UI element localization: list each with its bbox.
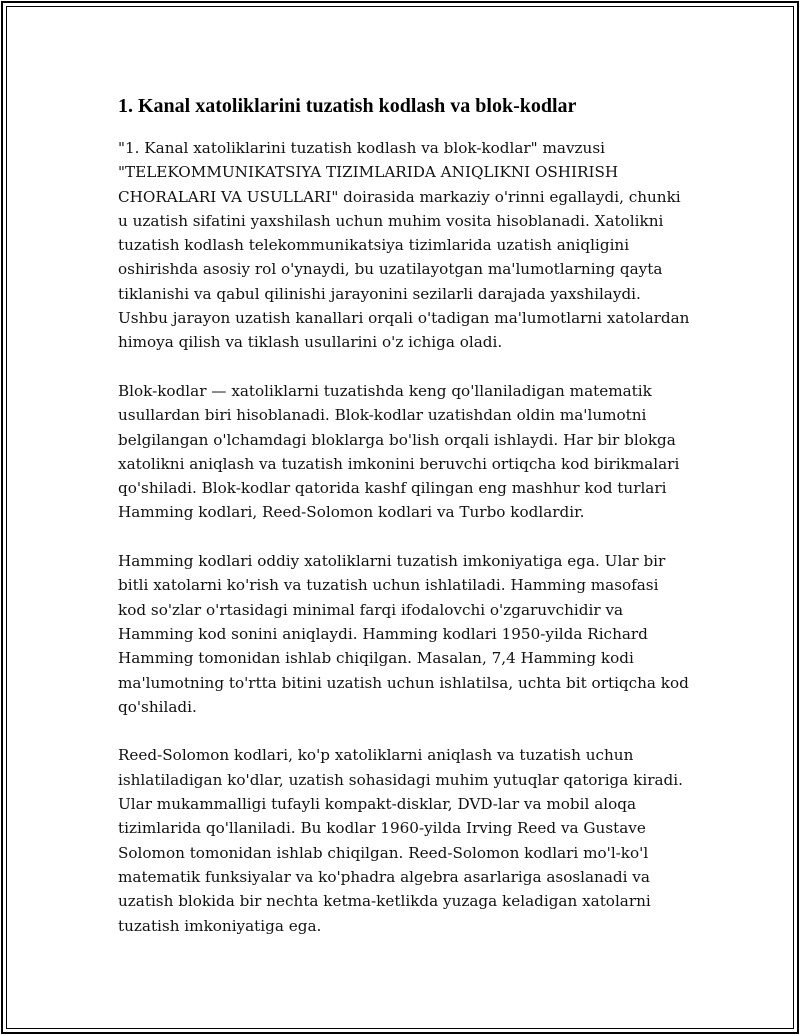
paragraph-hamming: Hamming kodlari oddiy xatoliklarni tuzatish imkoniyatiga ega. Ular bir bitli xatolarni ko'rish va tuzatish uchun ishlatiladi. Hamming masofasi kod so'zlar o'rtasidagi minimal farqi ifodalovchi o'zgaruvchidir va Hamming kod sonini aniqlaydi. Hamming kodlari 1950-yilda Richard Hamming tomonidan ishlab chiqilgan. Masalan, 7,4 Hamming kodi ma'lumotning to'rtta bitini uzatish uchun ishlatilsa, uchta bit ortiqcha kod qo'shiladi. [118,552,689,716]
section-title: 1. Kanal xatoliklarini tuzatish kodlash va blok-kodlar [118,95,577,117]
document-body [118,94,690,962]
paragraph-intro: "1. Kanal xatoliklarini tuzatish kodlash va blok-kodlar" mavzusi "TELEKOMMUNIKATSIYA TIZIMLARIDA ANIQLIKNI OSHIRISH CHORALARI VA USULLARI" doirasida markaziy o'rinni egallaydi, chunki u uzatish sifatini yaxshilash uchun muhim vosita hisoblanadi. Xatolikni tuzatish kodlash telekommunikatsiya tizimlarida uzatish aniqligini oshirishda asosiy rol o'ynaydi, bu uzatilayotgan ma'lumotlarning qayta tiklanishi va qabul qilinishi jarayonini sezilarli darajada yaxshilaydi. Ushbu jarayon uzatish kanallari orqali o'tadigan ma'lumotlarni xatolardan himoya qilish va tiklash usullarini o'z ichiga oladi. [118,139,690,352]
paragraph-block-codes: Blok-kodlar — xatoliklarni tuzatishda keng qo'llaniladigan matematik usullardan biri hisoblanadi. Blok-kodlar uzatishdan oldin ma'lumotni belgilangan o'lchamdagi bloklarga bo'lish orqali ishlaydi. Har bir blokga xatolikni aniqlash va tuzatish imkonini beruvchi ortiqcha kod birikmalari qo'shiladi. Blok-kodlar qatorida kashf qilingan eng mashhur kod turlari Hamming kodlari, Reed-Solomon kodlari va Turbo kodlardir. [118,381,680,522]
paragraph-reed-solomon: Reed-Solomon kodlari, ko'p xatoliklarni aniqlash va tuzatish uchun ishlatiladigan ko'dlar, uzatish sohasidagi muhim yutuqlar qatoriga kiradi. Ular mukammalligi tufayli kompakt-disklar, DVD-lar va mobil aloqa tizimlarida qo'llaniladi. Bu kodlar 1960-yilda Irving Reed va Gustave Solomon tomonidan ishlab chiqilgan. Reed-Solomon kodlari mo'l-ko'l matematik funksiyalar va ko'phadra algebra asarlariga asoslanadi va uzatish blokida bir nechta ketma-ketlikda yuzaga keladigan xatolarni tuzatish imkoniyatiga ega. [118,746,683,935]
